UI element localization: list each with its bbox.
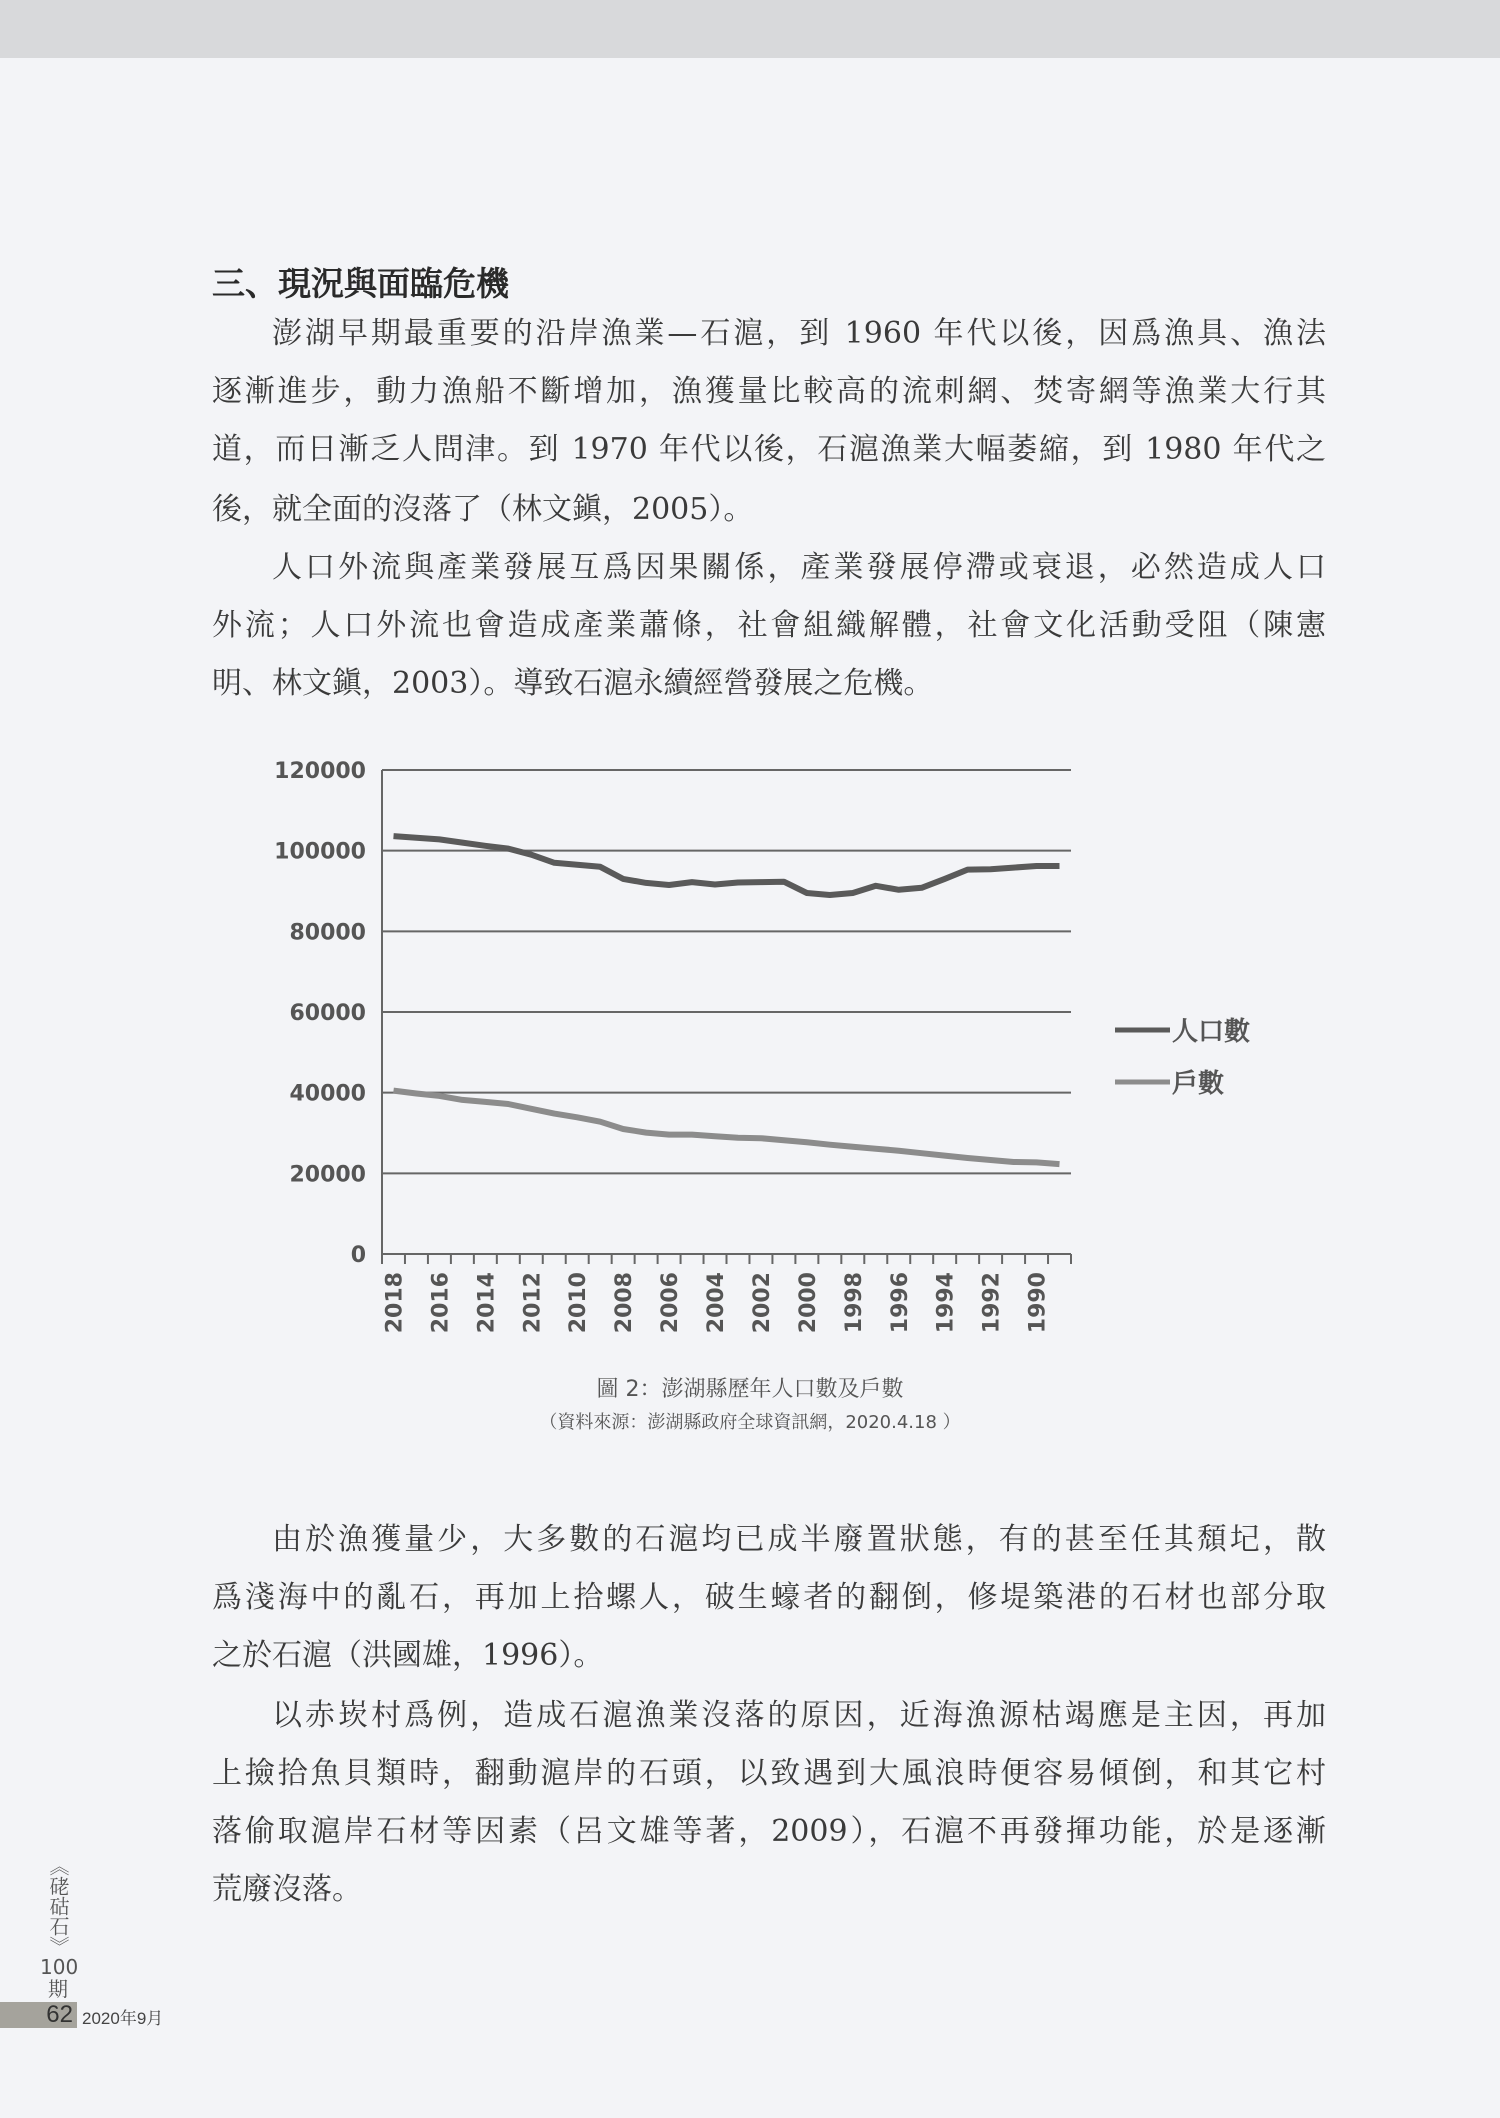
paragraph-line: 人口外流與產業發展互爲因果關係，產業發展停滯或衰退，必然造成人口 xyxy=(272,550,1326,585)
legend-label: 人口數 xyxy=(1172,1017,1251,1047)
y-tick-label: 40000 xyxy=(289,1081,366,1107)
paragraph-line: 荒廢沒落。 xyxy=(212,1872,362,1907)
paragraph-line: 上撿拾魚貝類時，翻動滬岸的石頭，以致遇到大風浪時便容易傾倒，和其它村 xyxy=(212,1756,1326,1791)
scan-top-band xyxy=(0,0,1500,58)
paragraph-line: 由於漁獲量少，大多數的石滬均已成半廢置狀態，有的甚至任其頹圮，散 xyxy=(272,1522,1326,1557)
paragraph-line: 道，而日漸乏人問津。到 1970 年代以後，石滬漁業大幅萎縮，到 1980 年代之 xyxy=(212,432,1326,467)
x-tick-label: 1998 xyxy=(841,1272,867,1334)
x-tick-label: 1990 xyxy=(1025,1272,1051,1334)
paragraph-line: 外流；人口外流也會造成產業蕭條，社會組織解體，社會文化活動受阻（陳憲 xyxy=(212,608,1326,643)
x-tick-label: 2010 xyxy=(566,1272,592,1334)
population-chart xyxy=(250,740,1300,1360)
paragraph-line: 明、林文鎭，2003）。導致石滬永續經營發展之危機。 xyxy=(212,666,934,701)
figure-source: （資料來源：澎湖縣政府全球資訊網，2020.4.18 ） xyxy=(539,1412,961,1433)
issue-date: 2020年9月 xyxy=(82,2009,164,2028)
x-tick-label: 2002 xyxy=(749,1272,775,1334)
paragraph-line: 之於石滬（洪國雄，1996）。 xyxy=(212,1638,604,1673)
x-tick-label: 2016 xyxy=(428,1272,454,1334)
paragraph-line: 逐漸進步，動力漁船不斷增加，漁獲量比較高的流刺網、焚寄網等漁業大行其 xyxy=(212,374,1326,409)
paragraph-line: 後，就全面的沒落了（林文鎭，2005）。 xyxy=(212,492,754,527)
x-tick-label: 2014 xyxy=(474,1272,500,1334)
paragraph-line: 以赤崁村爲例，造成石滬漁業沒落的原因，近海漁源枯竭應是主因，再加 xyxy=(272,1698,1326,1733)
paragraph-line: 爲淺海中的亂石，再加上拾螺人，破生蠔者的翻倒，修堤築港的石材也部分取 xyxy=(212,1580,1326,1615)
series-line-population xyxy=(394,836,1060,895)
legend-label: 戶數 xyxy=(1172,1069,1225,1099)
series-line-households xyxy=(394,1091,1060,1165)
issue-number: 100 xyxy=(40,1955,79,1979)
page-number: 62 xyxy=(0,2002,77,2028)
x-tick-label: 2012 xyxy=(520,1272,546,1334)
y-tick-label: 20000 xyxy=(289,1162,366,1188)
paragraph-line: 落偷取滬岸石材等因素（呂文雄等著，2009），石滬不再發揮功能，於是逐漸 xyxy=(212,1814,1326,1849)
x-tick-label: 2018 xyxy=(382,1272,408,1334)
figure-caption: 圖 2：澎湖縣歷年人口數及戶數 xyxy=(596,1377,904,1402)
x-tick-label: 1996 xyxy=(887,1272,913,1334)
y-tick-label: 120000 xyxy=(274,759,366,784)
x-tick-label: 1994 xyxy=(933,1272,959,1334)
magazine-title: 《硓𥑮石》 xyxy=(46,1856,70,1956)
issue-unit: 期 xyxy=(48,1977,68,2001)
y-tick-label: 60000 xyxy=(289,1001,366,1026)
x-tick-label: 1992 xyxy=(979,1272,1005,1334)
y-tick-label: 80000 xyxy=(289,920,366,946)
x-tick-label: 2006 xyxy=(658,1272,684,1334)
paragraph-line: 澎湖早期最重要的沿岸漁業—石滬，到 1960 年代以後，因爲漁具、漁法 xyxy=(272,316,1326,351)
x-tick-label: 2000 xyxy=(795,1272,821,1334)
x-tick-label: 2004 xyxy=(704,1272,730,1334)
section-heading: 三、現況與面臨危機 xyxy=(212,264,509,303)
magazine-sidebar xyxy=(40,1856,79,2001)
y-tick-label: 0 xyxy=(350,1243,366,1268)
y-tick-label: 100000 xyxy=(274,839,366,865)
x-tick-label: 2008 xyxy=(612,1272,638,1334)
